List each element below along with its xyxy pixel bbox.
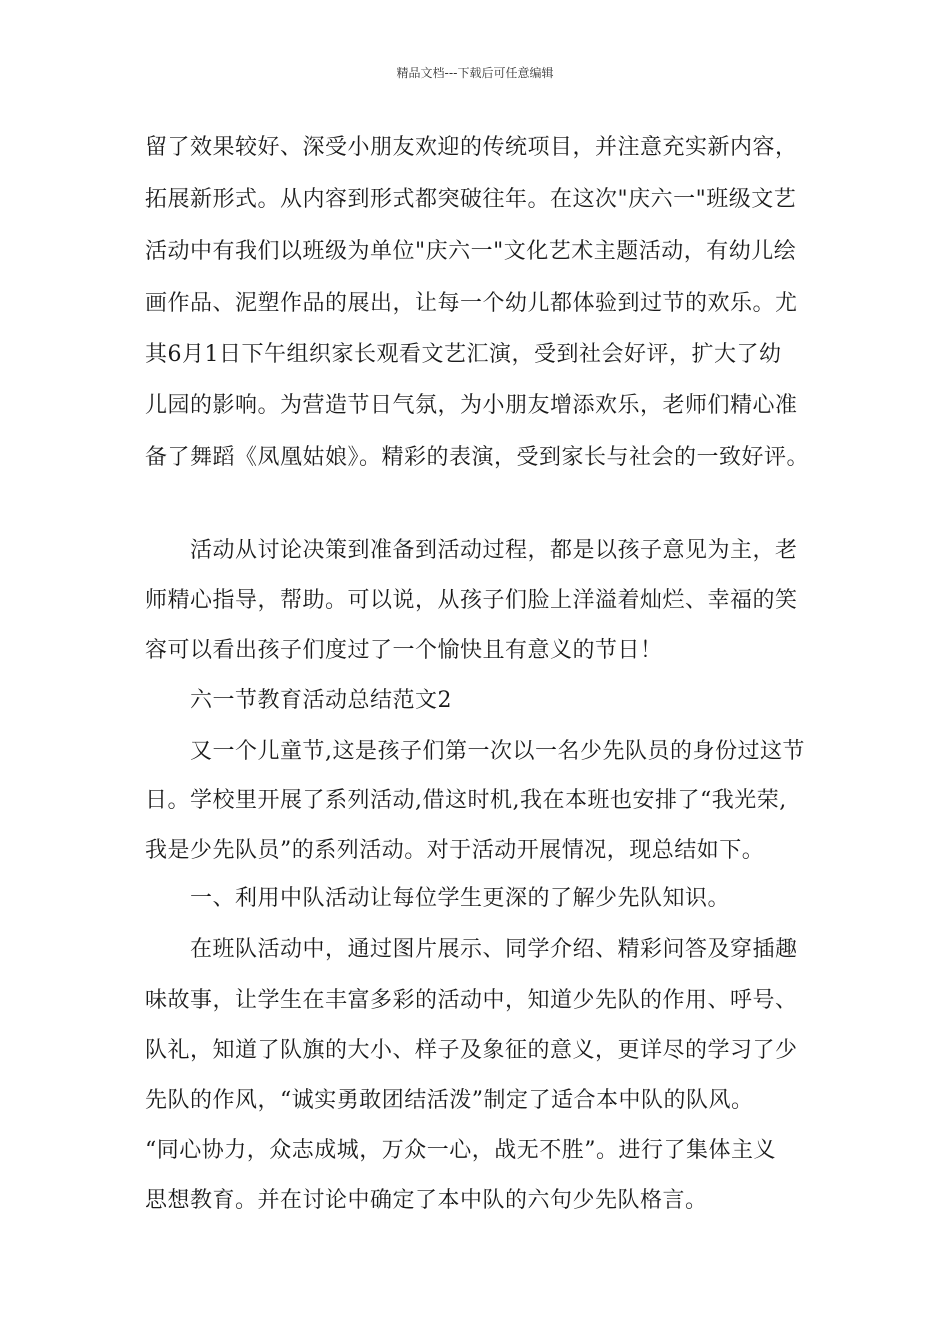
paragraph-first-line: 又一个儿童节,这是孩子们第一次以一名少先队员的身份过这节 <box>190 739 805 764</box>
text-line: 日。学校里开展了系列活动,借这时机,我在本班也安排了“我光荣, <box>145 788 787 813</box>
text-line: 思想教育。并在讨论中确定了本中队的六句少先队格言。 <box>145 1188 708 1213</box>
text-line: 画作品、泥塑作品的展出，让每一个幼儿都体验到过节的欢乐。尤 <box>145 291 798 316</box>
text-line: 师精心指导，帮助。可以说，从孩子们脸上洋溢着灿烂、幸福的笑 <box>145 588 798 613</box>
text-line: 留了效果较好、深受小朋友欢迎的传统项目，并注意充实新内容， <box>145 135 798 160</box>
section-heading: 六一节教育活动总结范文2 <box>190 688 452 713</box>
text-line: 活动中有我们以班级为单位"庆六一"文化艺术主题活动，有幼儿绘 <box>145 239 797 264</box>
text-line: 拓展新形式。从内容到形式都突破往年。在这次"庆六一"班级文艺 <box>145 187 797 212</box>
text-line: 其6月1日下午组织家长观看文艺汇演，受到社会好评，扩大了幼 <box>145 342 782 367</box>
text-line: 味故事，让学生在丰富多彩的活动中，知道少先队的作用、呼号、 <box>145 988 798 1013</box>
text-line: 备了舞蹈《凤凰姑娘》。精彩的表演，受到家长与社会的一致好评。 <box>145 445 810 470</box>
text-line: 队礼，知道了队旗的大小、样子及象征的意义，更详尽的学习了少 <box>145 1038 798 1063</box>
text-line: 儿园的影响。为营造节日气氛，为小朋友增添欢乐，老师们精心准 <box>145 393 798 418</box>
subsection-heading: 一、利用中队活动让每位学生更深的了解少先队知识。 <box>190 886 731 911</box>
page-header: 精品文档---下载后可任意编辑 <box>396 66 554 80</box>
text-line: 先队的作风，“诚实勇敢团结活泼”制定了适合本中队的队风。 <box>145 1088 754 1113</box>
text-line: “同心协力，众志成城，万众一心，战无不胜”。进行了集体主义 <box>145 1138 776 1163</box>
paragraph-first-line: 在班队活动中，通过图片展示、同学介绍、精彩问答及穿插趣 <box>190 937 798 962</box>
paragraph-first-line: 活动从讨论决策到准备到活动过程，都是以孩子意见为主，老 <box>190 538 798 563</box>
text-line: 容可以看出孩子们度过了一个愉快且有意义的节日！ <box>145 638 663 663</box>
text-line: 我是少先队员”的系列活动。对于活动开展情况，现总结如下。 <box>145 838 765 863</box>
